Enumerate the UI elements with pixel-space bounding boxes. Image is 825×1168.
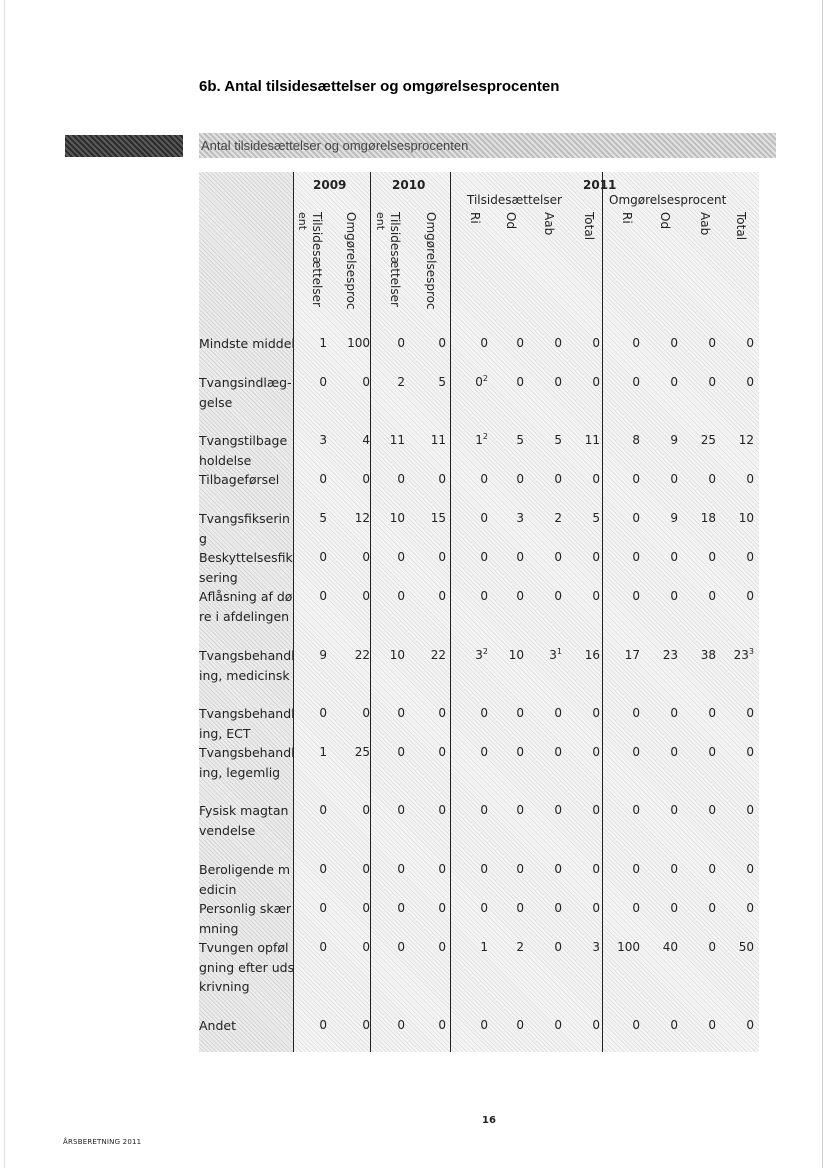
table-cell: 0	[397, 706, 405, 720]
table-cell: 0	[438, 1018, 446, 1032]
table-cell: 3	[516, 511, 524, 525]
table-cell: 0	[592, 1018, 600, 1032]
table-cell: 0	[708, 803, 716, 817]
table-cell: 0	[516, 706, 524, 720]
table-cell: 1	[480, 940, 488, 954]
scan-edge-right	[822, 0, 823, 1168]
table-cell: 0	[632, 706, 640, 720]
table-cell: 0	[319, 803, 327, 817]
table-cell: 0	[319, 550, 327, 564]
table-cell: 0	[362, 589, 370, 603]
row-label: Personlig skærmning	[199, 901, 292, 936]
col-header-2011-pct-total: Total	[734, 212, 748, 241]
table-cell: 0	[554, 375, 562, 389]
table-cell: 0	[746, 336, 754, 350]
table-cell: 5	[592, 511, 600, 525]
year-header-2011: 2011	[583, 178, 617, 192]
row-label: Tvungen opfølgning efter udskrivning	[199, 940, 295, 994]
table-cell: 0	[708, 472, 716, 486]
group-header-omgoerelsesprocent: Omgørelsesprocent	[609, 193, 727, 207]
table-cell: 0	[362, 901, 370, 915]
table-cell: 0	[632, 589, 640, 603]
row-label: Aflåsning af døre i afdelingen	[199, 589, 293, 624]
column-divider	[450, 172, 451, 1052]
table-cell: 0	[362, 940, 370, 954]
footnote-marker: 3	[748, 647, 754, 656]
row-label: Tvangsindlæg-gelse	[199, 375, 292, 410]
table-cell: 0	[516, 1018, 524, 1032]
table-cell: 16	[584, 648, 600, 662]
table-cell: 0	[632, 550, 640, 564]
row-label: Tvangstilbageholdelse	[199, 433, 288, 468]
table-cell: 0	[670, 589, 678, 603]
table-cell: 50	[738, 940, 754, 954]
table-cell: 0	[516, 745, 524, 759]
row-label: Andet	[199, 1018, 236, 1033]
column-divider	[370, 172, 371, 1052]
table-cell: 0	[554, 472, 562, 486]
year-header-2009: 2009	[313, 178, 347, 192]
table-cell: 0	[516, 375, 524, 389]
table-cell: 0	[746, 550, 754, 564]
table-cell: 9	[319, 648, 327, 662]
table-cell: 0	[516, 862, 524, 876]
table-cell: 0	[708, 745, 716, 759]
col-header-2010-omgoerelsesprocent: Omgørelsesproc	[424, 212, 438, 310]
table-cell: 15	[430, 511, 446, 525]
table-cell: 0	[319, 901, 327, 915]
section-heading: 6b. Antal tilsidesættelser og omgørelsesprocenten	[199, 78, 560, 95]
table-cell: 0	[554, 745, 562, 759]
table-cell: 0	[670, 706, 678, 720]
table-cell: 0	[708, 550, 716, 564]
table-cell: 0	[480, 706, 488, 720]
table-cell: 0	[708, 706, 716, 720]
table-cell: 0	[670, 375, 678, 389]
table-cell: 0	[362, 1018, 370, 1032]
col-header-2009-tilsidesaettelser: Tilsidesættelser	[310, 212, 324, 307]
table-cell: 0	[746, 745, 754, 759]
group-header-tilsidesaettelser: Tilsidesættelser	[467, 193, 562, 207]
footer-report-name: ÅRSBERETNING 2011	[63, 1138, 142, 1146]
table-cell: 0	[438, 706, 446, 720]
table-cell: 9	[670, 433, 678, 447]
table-cell: 25	[700, 433, 716, 447]
table-cell: 0	[554, 862, 562, 876]
table-cell: 0	[438, 589, 446, 603]
table-cell: 11	[389, 433, 405, 447]
table-cell: 0	[592, 706, 600, 720]
table-cell: 0	[670, 472, 678, 486]
table-cell: 0	[397, 1018, 405, 1032]
table-cell: 0	[708, 901, 716, 915]
col-header-2011-ri: Ri	[468, 212, 482, 224]
row-label: Mindste middel	[199, 336, 295, 351]
table-cell: 0	[708, 940, 716, 954]
col-header-2010-ent: ent	[374, 212, 387, 231]
table-cell: 0	[746, 706, 754, 720]
column-divider	[602, 172, 603, 1052]
table-cell: 2	[554, 511, 562, 525]
table-cell: $1^2$	[475, 432, 488, 447]
table-cell: 0	[480, 589, 488, 603]
table-cell: 0	[480, 511, 488, 525]
table-cell: 0	[438, 745, 446, 759]
row-label: Fysisk magtanvendelse	[199, 803, 289, 838]
table-cell: 100	[617, 940, 640, 954]
page-number: 16	[482, 1115, 496, 1126]
table-cell: 0	[746, 375, 754, 389]
table-cell: 0	[708, 862, 716, 876]
footnote-marker: 2	[482, 432, 488, 441]
table-cell: 0	[516, 472, 524, 486]
table-cell: 0	[397, 803, 405, 817]
table-cell: 0	[362, 375, 370, 389]
table-cell: 23	[662, 648, 678, 662]
table-cell: 0	[397, 862, 405, 876]
table-cell: 0	[362, 706, 370, 720]
table-cell: 0	[554, 901, 562, 915]
table-cell: 1	[319, 336, 327, 350]
table-banner: Antal tilsidesættelser og omgørelsesprocenten	[199, 133, 776, 158]
table-cell: 12	[354, 511, 370, 525]
table-cell: 0	[480, 550, 488, 564]
row-label: Tvangsfiksering	[199, 511, 290, 546]
table-cell: 10	[389, 511, 405, 525]
table-cell: 18	[700, 511, 716, 525]
table-cell: 0	[319, 1018, 327, 1032]
table-cell: 0	[592, 862, 600, 876]
table-cell: 100	[347, 336, 370, 350]
table-cell: 0	[397, 901, 405, 915]
table-cell: 0	[397, 472, 405, 486]
table-cell: 2	[516, 940, 524, 954]
table-cell: 0	[670, 803, 678, 817]
table-cell: 0	[319, 940, 327, 954]
table-cell: 0	[632, 511, 640, 525]
footnote-marker: 2	[482, 647, 488, 656]
table-cell: 0	[592, 550, 600, 564]
table-cell: 10	[508, 648, 524, 662]
table-cell: 0	[397, 550, 405, 564]
table-cell: 0	[632, 375, 640, 389]
table-cell: 0	[438, 336, 446, 350]
table-cell: $3^1$	[549, 647, 562, 662]
row-label: Beroligende medicin	[199, 862, 291, 897]
table-cell: 0	[397, 940, 405, 954]
table-cell: 0	[746, 472, 754, 486]
col-header-2011-total: Total	[582, 212, 596, 241]
table-cell: 0	[670, 336, 678, 350]
table-cell: 0	[592, 375, 600, 389]
table-cell: 0	[516, 901, 524, 915]
section-side-tab	[65, 135, 183, 157]
table-cell: 3	[319, 433, 327, 447]
table-cell: 0	[554, 589, 562, 603]
table-cell: 0	[746, 862, 754, 876]
table-cell: 0	[516, 803, 524, 817]
table-cell: 0	[319, 862, 327, 876]
table-cell: 0	[438, 901, 446, 915]
table-cell: 10	[738, 511, 754, 525]
col-header-2011-pct-aab: Aab	[698, 212, 712, 236]
table-cell: 0	[708, 336, 716, 350]
table-cell: 0	[632, 862, 640, 876]
table-cell: 9	[670, 511, 678, 525]
table-cell: 0	[319, 375, 327, 389]
table-cell: 0	[592, 589, 600, 603]
table-cell: 0	[554, 1018, 562, 1032]
scan-edge-left	[4, 0, 5, 1168]
table-cell: 11	[430, 433, 446, 447]
footnote-marker: 1	[556, 647, 562, 656]
table-cell: 3	[592, 940, 600, 954]
table-cell: 0	[480, 745, 488, 759]
table-cell: 25	[354, 745, 370, 759]
table-cell: 0	[516, 336, 524, 350]
table-cell: 5	[554, 433, 562, 447]
table-cell: 0	[438, 472, 446, 486]
table-cell: 17	[624, 648, 640, 662]
table-cell: 0	[708, 375, 716, 389]
year-header-2010: 2010	[392, 178, 426, 192]
table-cell: 0	[592, 472, 600, 486]
table-cell: 38	[700, 648, 716, 662]
table-cell: 0	[554, 550, 562, 564]
table-cell: $23^3$	[733, 647, 754, 662]
table-cell: 0	[592, 336, 600, 350]
col-header-2009-omgoerelsesprocent: Omgørelsesproc	[344, 212, 358, 310]
table-cell: 0	[554, 940, 562, 954]
table-cell: 0	[670, 550, 678, 564]
table-cell: 0	[480, 803, 488, 817]
table-cell: 0	[319, 589, 327, 603]
table-cell: 0	[438, 862, 446, 876]
table-cell: 5	[438, 375, 446, 389]
table-cell: 0	[632, 336, 640, 350]
table-cell: 1	[319, 745, 327, 759]
table-cell: 0	[438, 940, 446, 954]
row-label: Tilbageførsel	[199, 472, 280, 487]
table-cell: 0	[632, 745, 640, 759]
table-cell: 0	[319, 472, 327, 486]
table-cell: 0	[746, 901, 754, 915]
table-cell: 0	[746, 589, 754, 603]
table-cell: 0	[632, 472, 640, 486]
table-cell: 2	[397, 375, 405, 389]
table-cell: 11	[584, 433, 600, 447]
row-label: Tvangsbehandling, medicinsk	[199, 648, 295, 683]
table-cell: 0	[480, 1018, 488, 1032]
table-cell: 0	[362, 862, 370, 876]
table-cell: 0	[319, 706, 327, 720]
table-cell: 40	[662, 940, 678, 954]
table-cell: 0	[670, 862, 678, 876]
row-label: Beskyttelsesfiksering	[199, 550, 293, 585]
table-cell: $3^2$	[475, 647, 488, 662]
table-cell: 0	[362, 803, 370, 817]
table-cell: 0	[397, 589, 405, 603]
table-cell: 0	[554, 803, 562, 817]
table-cell: 0	[708, 1018, 716, 1032]
table-cell: 0	[708, 589, 716, 603]
table-cell: 5	[319, 511, 327, 525]
table-cell: 0	[746, 1018, 754, 1032]
footnote-marker: 2	[482, 374, 488, 383]
table-cell: 0	[632, 1018, 640, 1032]
table-cell: 0	[362, 550, 370, 564]
col-header-2011-aab: Aab	[542, 212, 556, 236]
table-cell: 22	[430, 648, 446, 662]
table-cell: 0	[480, 472, 488, 486]
table-cell: 0	[554, 336, 562, 350]
table-cell: 0	[592, 745, 600, 759]
table-cell: 0	[362, 472, 370, 486]
table-cell: 0	[397, 745, 405, 759]
table-cell: 0	[670, 901, 678, 915]
col-header-2009-ent: ent	[296, 212, 309, 231]
table-cell: 0	[516, 550, 524, 564]
table-cell: 0	[554, 706, 562, 720]
table-cell: 0	[438, 803, 446, 817]
table-cell: 0	[670, 745, 678, 759]
row-label: Tvangsbehandling, ECT	[199, 706, 295, 741]
table-cell: 12	[738, 433, 754, 447]
table-cell: 0	[480, 901, 488, 915]
table-cell: 0	[480, 862, 488, 876]
table-cell: 0	[480, 336, 488, 350]
col-header-2010-tilsidesaettelser: Tilsidesættelser	[388, 212, 402, 307]
table-cell: 0	[592, 901, 600, 915]
table-cell: 0	[516, 589, 524, 603]
table-cell: 0	[632, 901, 640, 915]
table-cell: 22	[354, 648, 370, 662]
table-cell: 0	[670, 1018, 678, 1032]
table-cell: 5	[516, 433, 524, 447]
table-cell: 0	[438, 550, 446, 564]
col-header-2011-pct-od: Od	[658, 212, 672, 230]
col-header-2011-od: Od	[504, 212, 518, 230]
row-label: Tvangsbehandling, legemlig	[199, 745, 295, 780]
table-cell: 0	[397, 336, 405, 350]
table-cell: 0	[746, 803, 754, 817]
table-cell: 10	[389, 648, 405, 662]
table-cell: $0^2$	[475, 374, 488, 389]
table-cell: 0	[592, 803, 600, 817]
col-header-2011-pct-ri: Ri	[620, 212, 634, 224]
table-cell: 4	[362, 433, 370, 447]
table-cell: 8	[632, 433, 640, 447]
table-cell: 0	[632, 803, 640, 817]
